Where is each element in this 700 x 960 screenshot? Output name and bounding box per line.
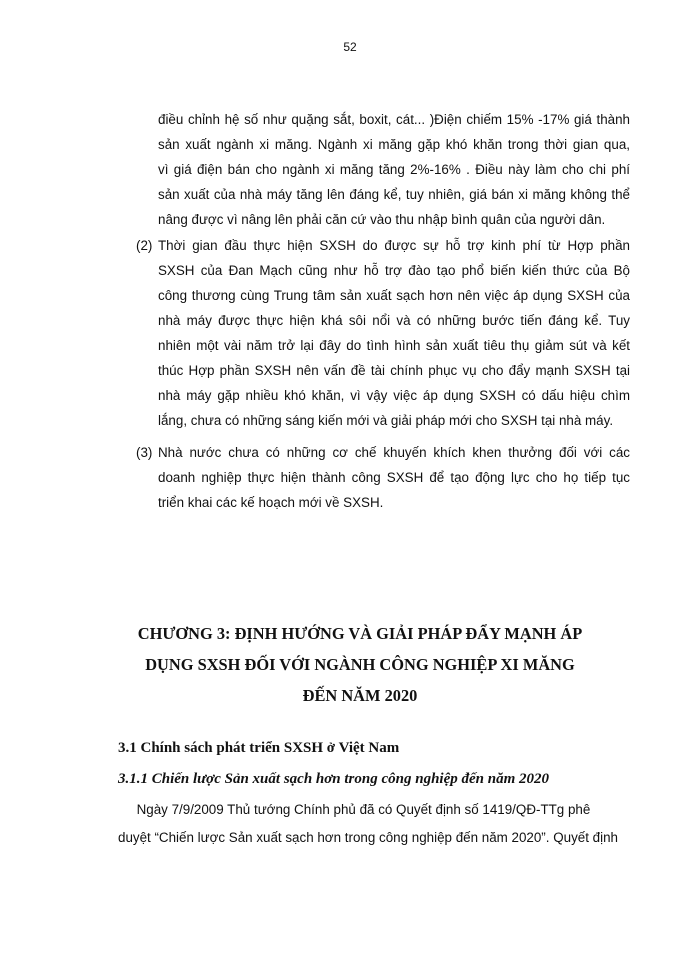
list-marker: (2): [136, 238, 153, 253]
text-line: Nhà nước chưa có những cơ chế khuyến khích khen thưởng đối với các: [158, 445, 630, 460]
text-line: doanh nghiệp thực hiện thành công SXSH để tạo động lực cho họ tiếp tục: [158, 470, 630, 485]
text-line: SXSH của Đan Mạch cũng như hỗ trợ đào tạo phổ biến kiến thức của Bộ: [158, 263, 630, 278]
chapter-title-line: ĐẾN NĂM 2020: [302, 686, 418, 705]
text-line: nhà máy gặp nhiều khó khăn, vì vậy việc áp dụng SXSH có dấu hiệu chìm: [158, 388, 630, 403]
text-line: triển khai các kế hoạch mới về SXSH.: [158, 495, 384, 510]
text-line: Thời gian đầu thực hiện SXSH do được sự hỗ trợ kinh phí từ Hợp phần: [158, 238, 630, 253]
chapter-title-line: CHƯƠNG 3: ĐỊNH HƯỚNG VÀ GIẢI PHÁP ĐẨY MẠNH ÁP: [137, 624, 583, 643]
text-line: Ngày 7/9/2009 Thủ tướng Chính phủ đã có Quyết định số 1419/QĐ-TTg phê: [118, 802, 591, 817]
subsection-title: 3.1.1 Chiến lược Sản xuất sạch hơn trong công nghiệp đến năm 2020: [118, 771, 550, 787]
text-line: vì giá điện bán cho ngành xi măng tăng 2%-16% . Điều này làm cho chi phí: [158, 162, 630, 177]
text-line: nâng được vì nâng lên phải căn cứ vào thu nhập bình quân của người dân.: [158, 212, 606, 227]
section-title: 3.1 Chính sách phát triển SXSH ở Việt Nam: [118, 740, 400, 756]
text-line: sản xuất ngành xi măng. Ngành xi măng gặp khó khăn trong thời gian qua,: [158, 137, 630, 152]
chapter-title: [90, 618, 630, 711]
text-line: điều chỉnh hệ số như quặng sắt, boxit, cát... )Điện chiếm 15% -17% giá thành: [158, 112, 630, 127]
list-marker: (3): [136, 445, 153, 460]
text-line: lắng, chưa có những sáng kiến mới và giải pháp mới cho SXSH tại nhà máy.: [158, 413, 614, 428]
text-line: công thương cùng Trung tâm sản xuất sạch hơn nên việc áp dụng SXSH của: [158, 288, 630, 303]
text-line: nhà máy được thực hiện khá sôi nổi và có những bước tiến đáng kể. Tuy: [158, 313, 630, 328]
text-line: duyệt “Chiến lược Sản xuất sạch hơn trong công nghiệp đến năm 2020”. Quyết định: [118, 830, 618, 845]
text-line: sản xuất của nhà máy tăng lên đáng kể, tuy nhiên, giá bán xi măng không thể: [158, 187, 630, 202]
text-line: nhiên một vài năm trở lại đây do tình hình sản xuất tiêu thụ giảm sút và kết: [158, 338, 630, 353]
page-number: 52: [343, 40, 357, 54]
text-line: thúc Hợp phần SXSH nên vấn đề tài chính phục vụ cho đẩy mạnh SXSH tại: [158, 363, 630, 378]
chapter-title-line: DỤNG SXSH ĐỐI VỚI NGÀNH CÔNG NGHIỆP XI MĂNG: [145, 655, 575, 674]
